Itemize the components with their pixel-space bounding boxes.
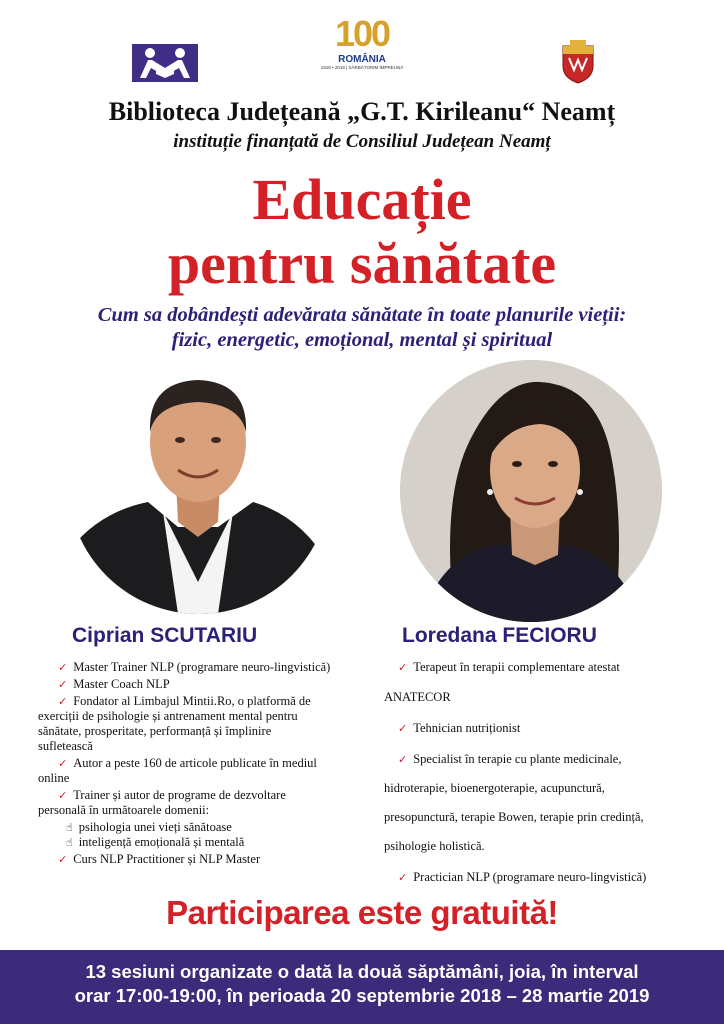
list-item-continuation: online [38, 771, 70, 785]
list-item-continuation: sufletească [38, 739, 93, 753]
county-crest-icon [560, 40, 596, 84]
list-item-continuation: psihologie holistică. [384, 839, 485, 853]
sub-list-item: ☝ psihologia unei vieți sănătoase [66, 820, 232, 834]
check-icon: ✓ [398, 753, 408, 766]
check-icon: ✓ [58, 678, 68, 691]
list-item-continuation: sănătate, prosperitate, performanță și împlinire [38, 724, 272, 738]
list-item-continuation: hidroterapie, bioenergoterapie, acupunctură, [384, 781, 605, 795]
check-icon: ✓ [398, 871, 408, 884]
pointing-hand-icon: ☝ [66, 836, 73, 849]
funding-note: instituție finanțată de Consiliul Județean Neamț [173, 131, 551, 152]
check-icon: ✓ [58, 661, 68, 674]
list-item: ✓ Trainer și autor de programe de dezvoltare [58, 788, 286, 802]
check-icon: ✓ [58, 757, 68, 770]
list-item: ✓ Tehnician nutriționist [398, 721, 521, 735]
list-item: ✓ Autor a peste 160 de articole publicate în mediul [58, 756, 317, 770]
check-icon: ✓ [58, 789, 68, 802]
list-item: ✓ Fondator al Limbajul Mintii.Ro, o platformă de [58, 694, 311, 708]
speaker-name-left: Ciprian SCUTARIU [72, 624, 258, 647]
centenary-country: ROMÂNIA [338, 54, 386, 65]
list-item: ✓ Specialist în terapie cu plante medicinale, [398, 752, 622, 766]
library-logo-icon [132, 44, 198, 82]
headline-line-2: pentru sănătate [167, 231, 557, 296]
centenary-number: 100 [334, 13, 390, 54]
list-item-continuation: ANATECOR [384, 690, 451, 704]
pointing-hand-icon: ☝ [66, 821, 73, 834]
tagline-line-2: fizic, energetic, emoțional, mental și spiritual [171, 329, 553, 351]
schedule-line-1: 13 sesiuni organizate o dată la două săptămâni, joia, în interval [85, 961, 639, 982]
list-item: ✓ Practician NLP (programare neuro-lingvistică) [398, 870, 647, 884]
headline-line-1: Educație [252, 167, 472, 232]
tagline-line-1: Cum sa dobândești adevărata sănătate în toate planurile vieții: [97, 304, 627, 326]
list-item-continuation: personală în următoarele domenii: [38, 803, 210, 817]
speaker-photo-right [400, 360, 662, 622]
list-item: ✓ Terapeut în terapii complementare atestat [398, 660, 620, 674]
list-item-continuation: exerciții de psihologie și antrenament mental pentru [38, 709, 298, 723]
schedule-line-2: orar 17:00-19:00, în perioada 20 septembrie 2018 – 28 martie 2019 [74, 985, 650, 1006]
check-icon: ✓ [398, 722, 408, 735]
list-item: ✓ Master Trainer NLP (programare neuro-lingvistică) [58, 660, 331, 674]
centenary-logo [314, 14, 410, 84]
free-participation-banner: Participarea este gratuită! [166, 894, 558, 931]
check-icon: ✓ [398, 661, 408, 674]
speaker-photo-left [68, 352, 330, 614]
check-icon: ✓ [58, 853, 68, 866]
check-icon: ✓ [58, 695, 68, 708]
speaker-name-right: Loredana FECIORU [402, 624, 597, 647]
centenary-subtitle: 1918 • 2018 | SĂRBĂTORIM ÎMPREUNĂ [320, 65, 404, 70]
speaker-right-credentials [384, 660, 704, 885]
library-name: Biblioteca Județeană „G.T. Kirileanu“ Neamț [108, 97, 616, 126]
list-item: ✓ Master Coach NLP [58, 677, 170, 691]
list-item: ✓ Curs NLP Practitioner și NLP Master [58, 852, 261, 866]
speaker-left-credentials [38, 660, 348, 869]
list-item-continuation: presopunctură, terapie Bowen, terapie prin credință, [384, 810, 644, 824]
sub-list-item: ☝ inteligență emoțională și mentală [66, 835, 245, 849]
